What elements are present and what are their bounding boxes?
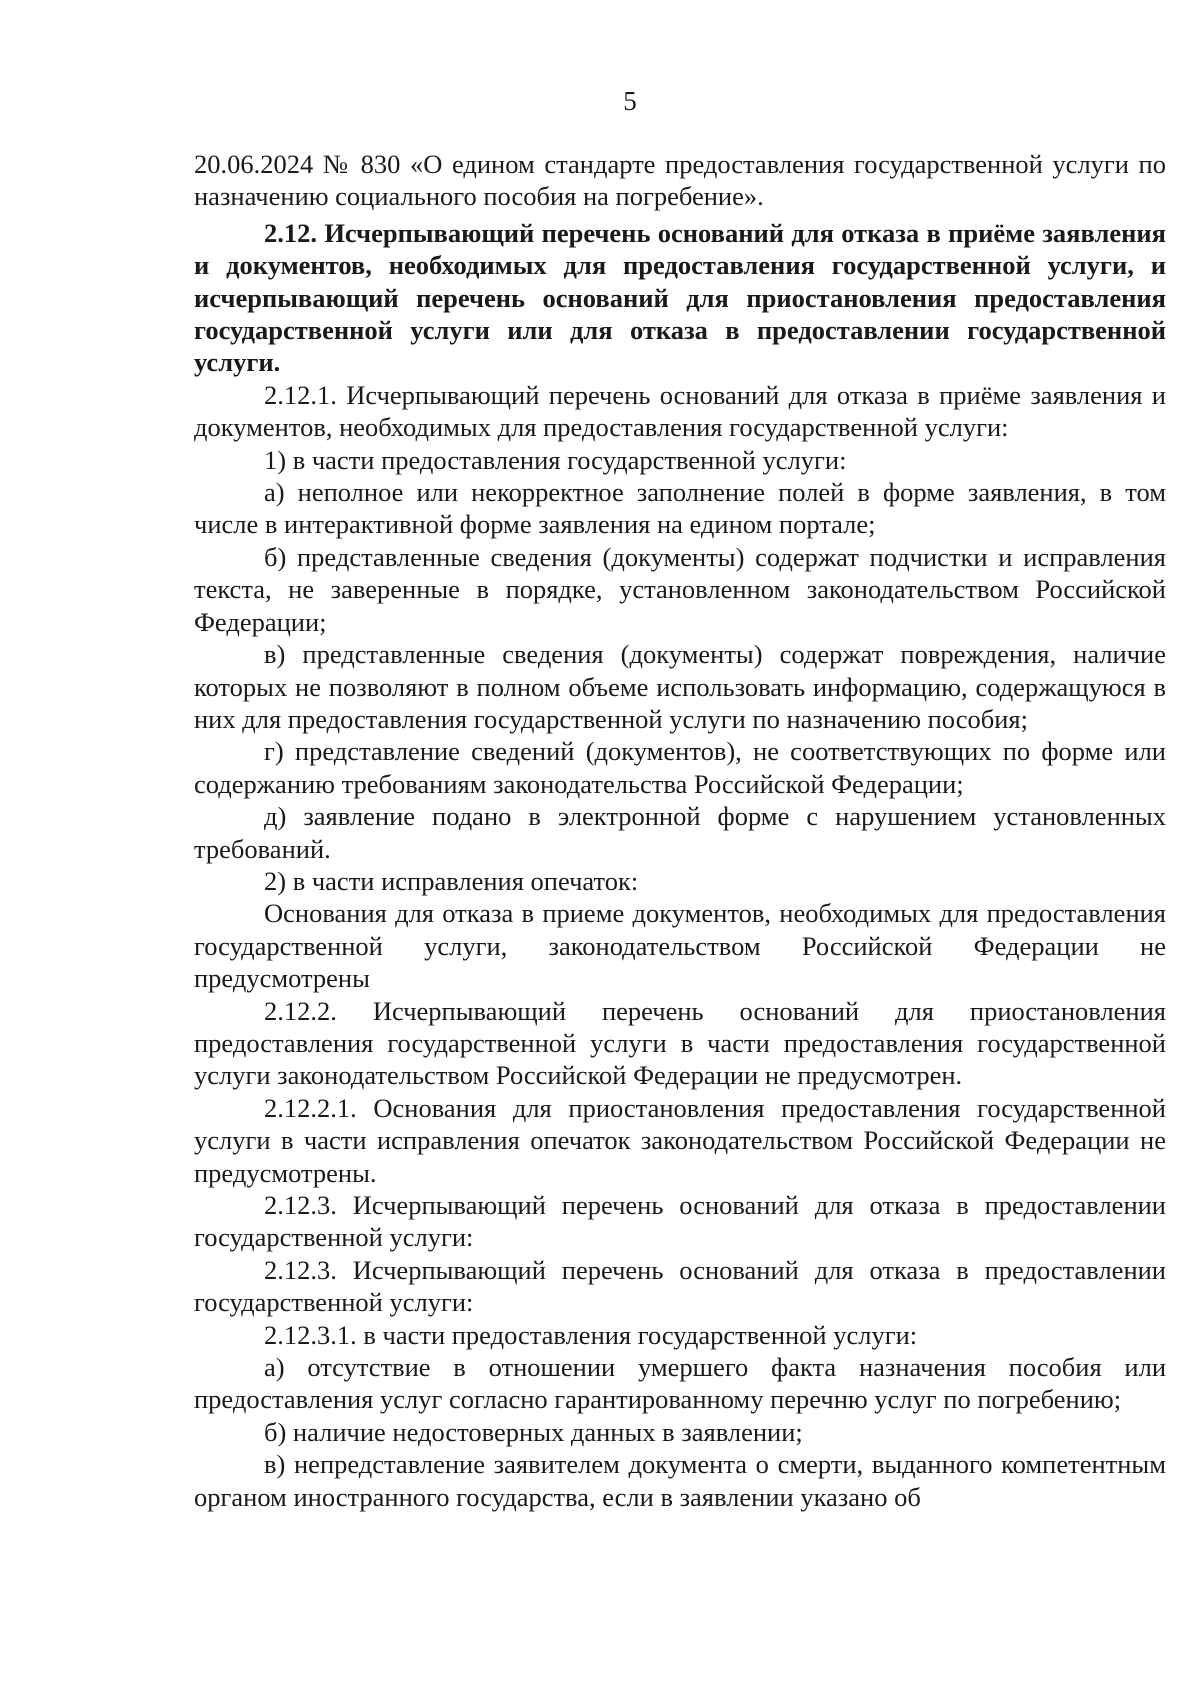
list-item-g: г) представление сведений (документов), не соответствующих по форме или содержанию требованиям законодательства Российской Федерации; [194, 736, 1166, 799]
list-item-b: б) представленные сведения (документы) содержат подчистки и исправления текста, не заверенные в порядке, установленном законодательством Российской Федерации; [194, 541, 1166, 637]
paragraph-2-12-3: 2.12.3. Исчерпывающий перечень оснований для отказа в предоставлении государственной услуги: [194, 1190, 1166, 1253]
paragraph-2-12-2-1: 2.12.2.1. Основания для приостановления предоставления государственной услуги в части исправления опечаток законодательством Российской Федерации не предусмотрены. [194, 1092, 1166, 1188]
paragraph-typo-grounds: Основания для отказа в приеме документов, необходимых для предоставления государственной услуги, законодательством Российской Федерации не предусмотрены [194, 898, 1166, 994]
page-number: 5 [623, 86, 637, 116]
list-item-a: а) неполное или некорректное заполнение полей в форме заявления, в том числе в интерактивной форме заявления на едином портале; [194, 477, 1166, 540]
list-item-b-2: б) наличие недостоверных данных в заявлении; [264, 1416, 803, 1447]
list-item-v-2: в) непредставление заявителем документа о смерти, выданного компетентным органом иностранного государства, если в заявлении указано об [194, 1449, 1166, 1512]
list-item-a-2: а) отсутствие в отношении умершего факта назначения пособия или предоставления услуг согласно гарантированному перечню услуг по погребению; [194, 1352, 1166, 1415]
list-item-2: 2) в части исправления опечаток: [264, 865, 639, 896]
document-body [194, 148, 1166, 1513]
list-item-v: в) представленные сведения (документы) содержат повреждения, наличие которых не позволяют в полном объеме использовать информацию, содержащуюся в них для предоставления государственной услуги по назначению пособия; [194, 639, 1166, 734]
list-item-d: д) заявление подано в электронной форме с нарушением установленных требований. [194, 801, 1166, 864]
paragraph-continuation: 20.06.2024 № 830 «О едином стандарте предоставления государственной услуги по назначению социального пособия на погребение». [194, 149, 1166, 212]
paragraph-2-12-2: 2.12.2. Исчерпывающий перечень оснований для приостановления предоставления государственной услуги в части предоставления государственной услуги законодательством Российской Федерации не предусмотрен. [194, 995, 1166, 1091]
paragraph-2-12-1: 2.12.1. Исчерпывающий перечень оснований для отказа в приёме заявления и документов, необходимых для предоставления государственной услуги: [194, 379, 1166, 443]
paragraph-2-12-3-repeat: 2.12.3. Исчерпывающий перечень оснований для отказа в предоставлении государственной услуги: [194, 1254, 1166, 1318]
paragraph-2-12-3-1: 2.12.3.1. в части предоставления государственной услуги: [264, 1319, 918, 1350]
section-heading-2-12: 2.12. Исчерпывающий перечень оснований для отказа в приёме заявления и документов, необходимых для предоставления государственной услуги, и исчерпывающий перечень оснований для приостановления предоставления государственной услуги или для отказа в предоставлении государственной услуги. [194, 217, 1166, 378]
list-item-1: 1) в части предоставления государственной услуги: [264, 444, 847, 475]
